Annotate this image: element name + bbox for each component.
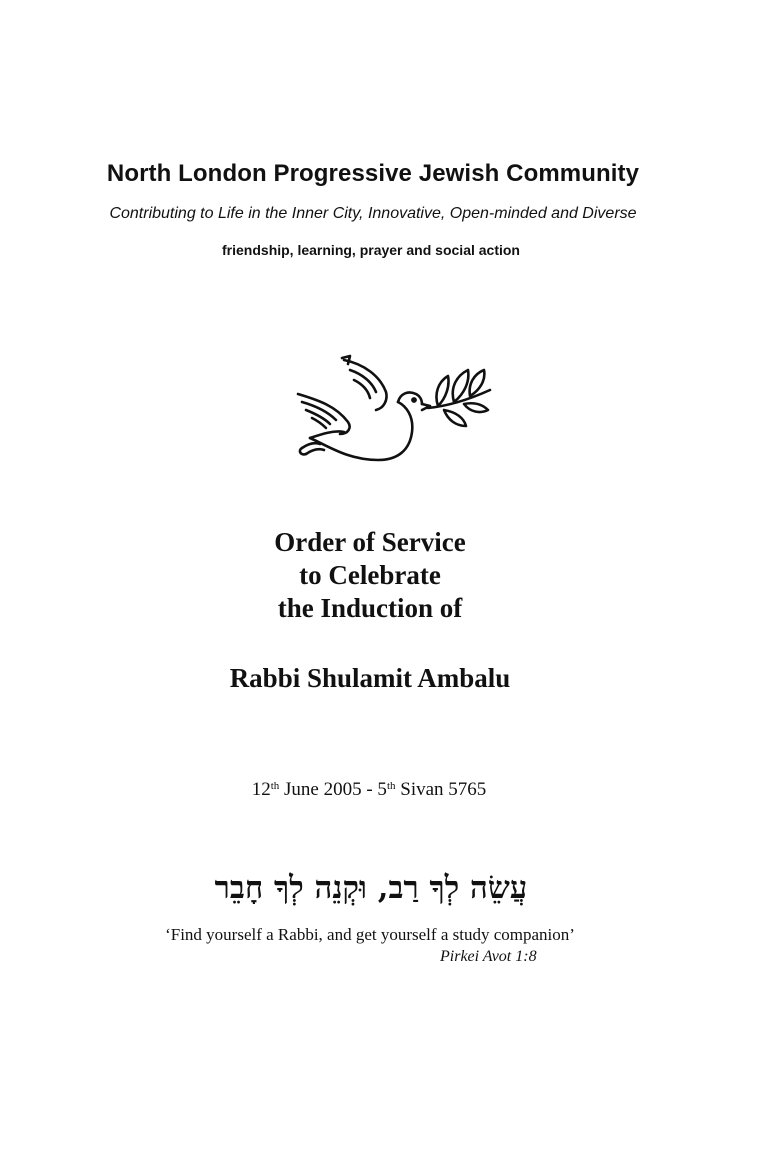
service-title-line-1: Order of Service [274, 527, 466, 557]
org-tagline: Contributing to Life in the Inner City, Innovative, Open-minded and Diverse [109, 205, 637, 222]
date-month-year: June 2005 - 5 [279, 779, 387, 800]
org-values: friendship, learning, prayer and social action [222, 242, 520, 258]
date-day: 12 [251, 779, 271, 800]
org-name: North London Progressive Jewish Community [106, 160, 640, 187]
date-day-suffix: th [270, 780, 280, 792]
quote-source: Pirkei Avot 1:8 [440, 948, 537, 965]
service-title-line-2: to Celebrate [299, 560, 441, 590]
service-date [0, 779, 738, 801]
service-title [0, 526, 740, 625]
date-hebrew-day-suffix: th [386, 780, 396, 792]
quote-translation: ‘Find yourself a Rabbi, and get yourself a study companion’ [165, 925, 575, 944]
service-title-line-3: the Induction of [277, 593, 463, 623]
rabbi-name: Rabbi Shulamit Ambalu [229, 663, 511, 693]
hebrew-quote: עֲשֵׂה לְךָ רַב, וּקְנֵה לְךָ חָבֵר [214, 870, 528, 906]
date-hebrew-month-year: Sivan 5765 [395, 779, 487, 800]
dove-with-olive-branch-icon [288, 350, 498, 470]
